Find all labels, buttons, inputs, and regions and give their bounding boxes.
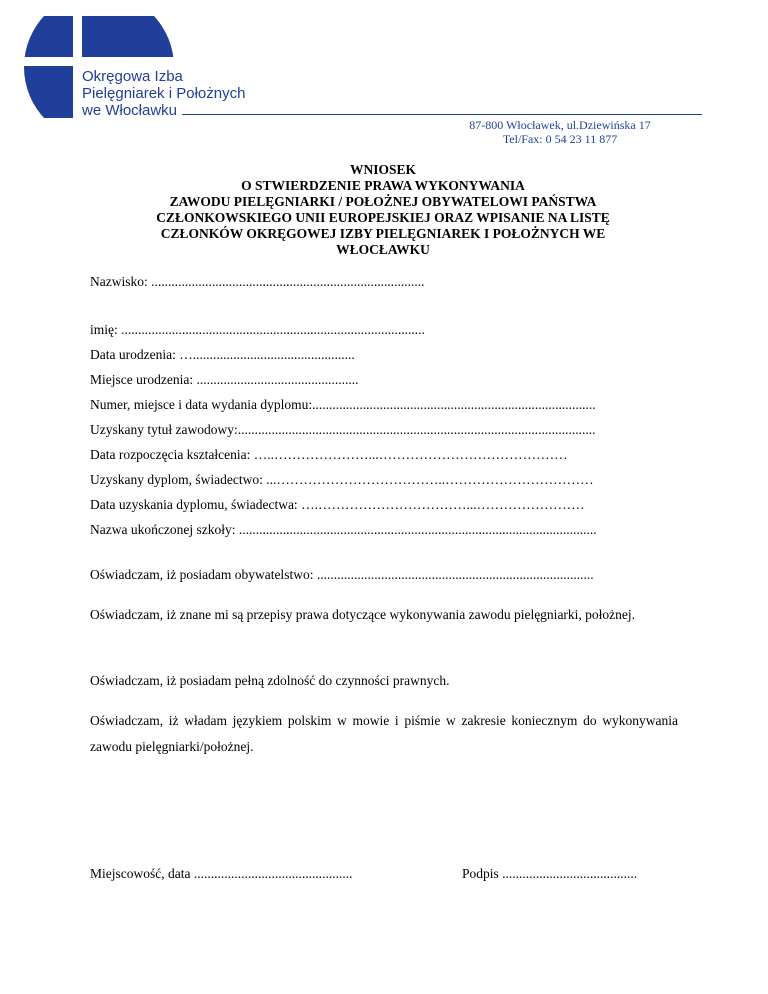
document-title <box>80 162 686 258</box>
field-diploma-date[interactable]: Data uzyskania dyplomu, świadectwa: ….……………………………...…………………… <box>90 497 585 512</box>
statement-polish-language: Oświadczam, iż władam językiem polskim w mowie i piśmie w zakresie koniecznym do wykonywania zawodu pielęgniarki/położnej. <box>90 713 678 754</box>
title-line-1: WNIOSEK <box>349 162 417 177</box>
statement-citizenship[interactable]: Oświadczam, iż posiadam obywatelstwo: .................................................................................. <box>90 567 594 582</box>
field-birth-place[interactable]: Miejsce urodzenia: ................................................ <box>90 372 359 387</box>
field-diploma-certificate[interactable]: Uzyskany dyplom, świadectwo: ...………………………………..…………………………… <box>90 472 594 487</box>
field-surname[interactable]: Nazwisko: ................................................................................. <box>90 274 425 289</box>
field-professional-title[interactable]: Uzyskany tytuł zawodowy:.......................................................................................................... <box>90 422 596 437</box>
title-line-4: CZŁONKOWSKIEGO UNII EUROPEJSKIEJ ORAZ WPISANIE NA LISTĘ <box>156 210 610 225</box>
title-line-5: CZŁONKÓW OKRĘGOWEJ IZBY PIELĘGNIAREK I POŁOŻNYCH WE <box>160 226 606 241</box>
org-name-line-1: Okręgowa Izba <box>82 68 183 85</box>
title-line-6: WŁOCŁAWKU <box>336 242 430 257</box>
statement-law-knowledge: Oświadczam, iż znane mi są przepisy prawa dotyczące wykonywania zawodu pielęgniarki, położnej. <box>90 607 636 622</box>
address-block <box>430 118 690 146</box>
address-line: 87-800 Włocławek, ul.Dziewińska 17 <box>469 118 651 132</box>
field-birth-date[interactable]: Data urodzenia: …................................................ <box>90 347 355 362</box>
organization-name <box>82 68 245 119</box>
title-line-3: ZAWODU PIELĘGNIARKI / POŁOŻNEJ OBYWATELOWI PAŃSTWA <box>169 194 597 209</box>
field-school-name[interactable]: Nazwa ukończonej szkoły: .......................................................................................................... <box>90 522 597 537</box>
org-name-line-2: Pielęgniarek i Położnych <box>82 85 246 102</box>
place-date-field[interactable]: Miejscowość, data ............................................... <box>90 866 353 881</box>
field-diploma-info[interactable]: Numer, miejsce i data wydania dyplomu:.................................................................................... <box>90 397 596 412</box>
org-name-line-3: we Włocławku <box>82 102 178 119</box>
statement-legal-capacity: Oświadczam, iż posiadam pełną zdolność do czynności prawnych. <box>90 673 450 688</box>
title-line-2: O STWIERDZENIE PRAWA WYKONYWANIA <box>241 178 525 193</box>
header-divider <box>182 114 702 115</box>
field-first-name[interactable]: imię: .......................................................................................... <box>90 322 425 337</box>
signature-field[interactable]: Podpis ........................................ <box>462 866 638 881</box>
field-education-start[interactable]: Data rozpoczęcia kształcenia: …..…………………...…………………………………… <box>90 447 568 462</box>
phone-line: Tel/Fax: 0 54 23 11 877 <box>502 132 618 146</box>
